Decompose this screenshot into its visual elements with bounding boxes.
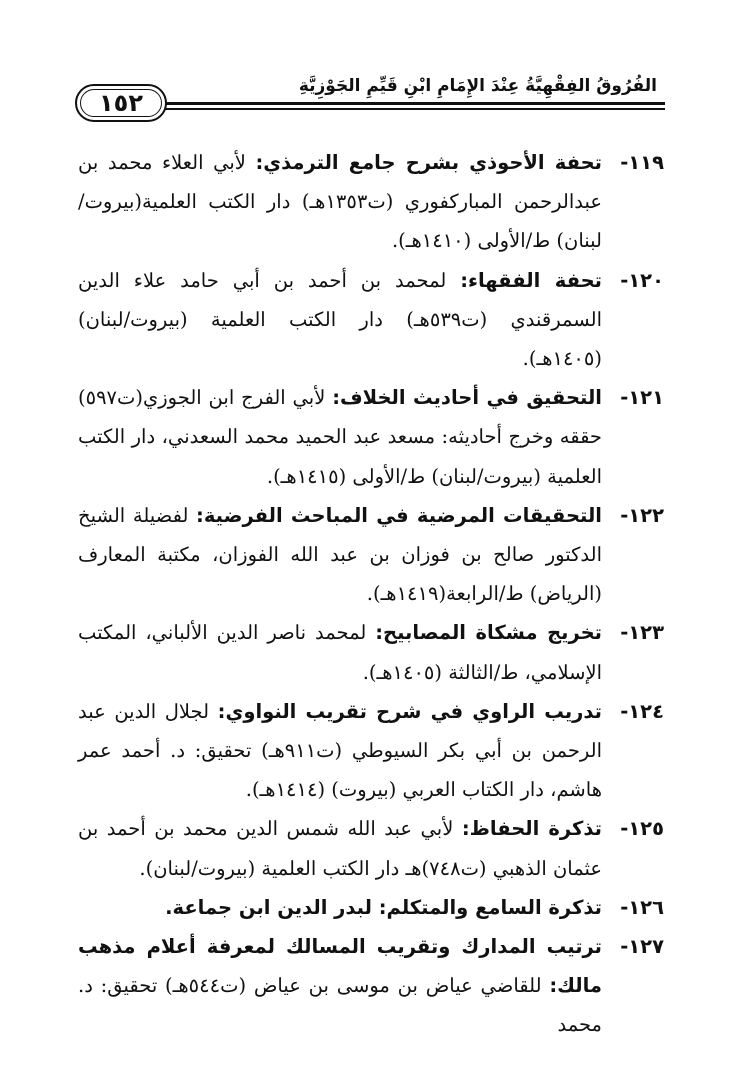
bibliography-entry-124 xyxy=(78,692,664,810)
entry-title: تحفة الأحوذي بشرح جامع الترمذي: xyxy=(255,151,602,174)
bibliography-entry-123 xyxy=(78,613,664,691)
bibliography-entry-125 xyxy=(78,809,664,887)
bibliography-entry-119 xyxy=(78,143,664,261)
entry-title: تذكرة السامع والمتكلم: لبدر الدين ابن جماعة. xyxy=(165,895,602,919)
entry-body xyxy=(78,378,602,496)
bibliography-list xyxy=(78,143,664,1045)
bibliography-entry-127 xyxy=(78,927,664,1045)
entry-number: ١٢٦- xyxy=(620,895,664,919)
entry-number: ١٢٥- xyxy=(620,817,664,841)
page-number: ١٥٢ xyxy=(99,89,143,117)
entry-number: ١٢٤- xyxy=(620,699,664,723)
entry-title: تحفة الفقهاء: xyxy=(460,268,602,292)
entry-number: ١٢٣- xyxy=(620,621,664,645)
bibliography-entry-120 xyxy=(78,261,664,379)
entry-body xyxy=(78,927,602,1045)
entry-details: لأبي عبد الله شمس الدين محمد بن أحمد بن عثمان الذهبي (ت٧٤٨)هـ دار الكتب العلمية (بيروت/لبنان). xyxy=(78,817,602,880)
entry-body xyxy=(78,143,602,261)
bibliography-entry-126 xyxy=(78,888,664,927)
running-title: الفُرُوقُ الفِقْهِيَّةُ عِنْدَ الإِمَامِ ابْنِ قَيِّمِ الجَوْزِيَّةِ xyxy=(298,76,657,96)
entry-number: ١٢١- xyxy=(620,386,664,410)
bibliography-entry-121 xyxy=(78,378,664,496)
header-rule-thin xyxy=(163,108,665,110)
entry-number: ١١٩- xyxy=(620,151,664,174)
entry-details: لمحمد بن أحمد بن أبي حامد علاء الدين السمرقندي (ت٥٣٩هـ) دار الكتب العلمية (بيروت/لبنان) (١٤٠٥هـ). xyxy=(78,268,603,371)
entry-title: التحقيقات المرضية في المباحث الفرضية: xyxy=(196,503,602,527)
bibliography-entry-122 xyxy=(78,496,664,614)
entry-details: لمحمد ناصر الدين الألباني، المكتب الإسلامي، ط/الثالثة (١٤٠٥هـ). xyxy=(78,621,602,684)
entry-title: التحقيق في أحاديث الخلاف: xyxy=(332,386,602,410)
entry-details: للقاضي عياض بن موسى بن عياض (ت٥٤٤هـ) تحقيق: د. محمد xyxy=(78,974,602,1037)
entry-title: تخريج مشكاة المصابيح: xyxy=(375,621,602,645)
entry-body xyxy=(78,888,602,927)
entry-number: ١٢٢- xyxy=(620,503,664,527)
entry-details: لأبي الفرج ابن الجوزي(ت٥٩٧) حققه وخرج أحاديثه: مسعد عبد الحميد محمد السعدني، دار الكتب العلمية (بيروت/لبنان) ط/الأولى (١٤١٥هـ). xyxy=(78,386,602,488)
entry-title: تدريب الراوي في شرح تقريب النواوي: xyxy=(217,699,602,723)
page-header xyxy=(75,72,665,132)
entry-body xyxy=(78,809,602,887)
entry-body xyxy=(78,613,602,691)
header-rule-thick xyxy=(163,102,665,105)
entry-title: ترتيب المدارك وتقريب المسالك لمعرفة أعلام مذهب مالك: xyxy=(78,935,603,998)
entry-number: ١٢٧- xyxy=(620,935,664,959)
entry-details: لجلال الدين عبد الرحمن بن أبي بكر السيوطي (ت٩١١هـ) تحقيق: د. أحمد عمر هاشم، دار الكتاب العربي (بيروت) (١٤١٤هـ). xyxy=(78,699,602,802)
entry-number: ١٢٠- xyxy=(620,268,664,292)
entry-body xyxy=(78,496,602,614)
page-number-badge xyxy=(75,84,167,122)
entry-body xyxy=(78,692,602,810)
entry-details: لأبي العلاء محمد بن عبدالرحمن المباركفوري (ت١٣٥٣هـ) دار الكتب العلمية(بيروت/ لبنان) ط/الأولى (١٤١٠هـ). xyxy=(78,151,602,253)
entry-details: لفضيلة الشيخ الدكتور صالح بن فوزان بن عبد الله الفوزان، مكتبة المعارف (الرياض) ط/الرابعة(١٤١٩هـ). xyxy=(78,503,602,606)
entry-body xyxy=(78,261,602,379)
entry-title: تذكرة الحفاظ: xyxy=(461,817,602,841)
